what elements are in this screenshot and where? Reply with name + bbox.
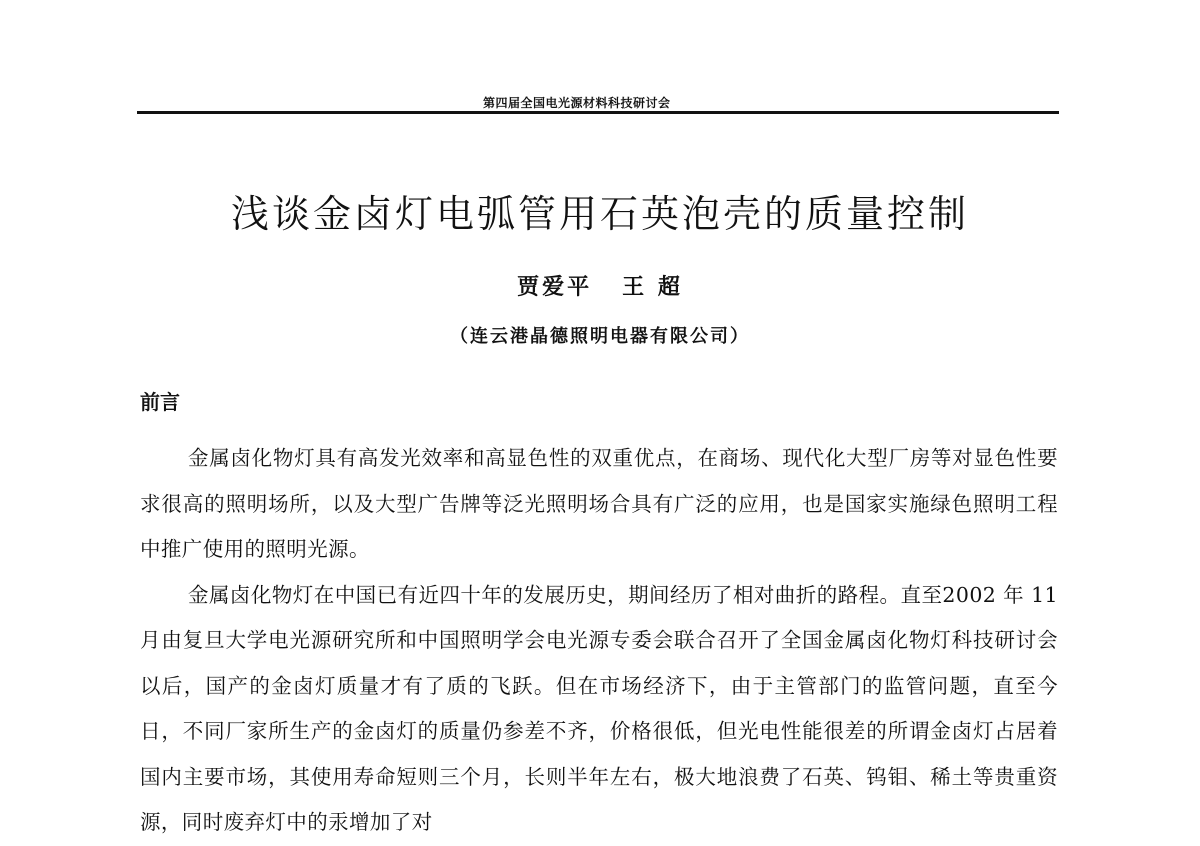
paper-title: 浅谈金卤灯电弧管用石英泡壳的质量控制 bbox=[230, 192, 969, 236]
header-rule bbox=[137, 111, 1059, 114]
section-heading: 前言 bbox=[140, 390, 180, 414]
body-paragraph: 金属卤化物灯在中国已有近四十年的发展历史，期间经历了相对曲折的路程。直至2002 年 11 月由复旦大学电光源研究所和中国照明学会电光源专委会联合召开了全国金属卤化物灯科技研讨会以后，国产的金卤灯质量才有了质的飞跃。但在市场经济下，由于主管部门的监管问题，直至今日，不同厂家所生产的金卤灯的质量仍参差不齐，价格很低，但光电性能很差的所谓金卤灯占居着国内主要市场，其使用寿命短则三个月，长则半年左右，极大地浪费了石英、钨钼、稀土等贵重资源，同时废弃灯中的汞增加了对 bbox=[140, 582, 1058, 834]
author-name: 贾爱平 bbox=[517, 274, 593, 300]
author-affiliation: （连云港晶德照明电器有限公司） bbox=[450, 326, 750, 347]
author-name: 王 超 bbox=[622, 274, 683, 300]
author-list bbox=[0, 270, 1200, 301]
running-header: 第四届全国电光源材料科技研讨会 bbox=[483, 96, 671, 110]
body-paragraph: 金属卤化物灯具有高发光效率和高显色性的双重优点，在商场、现代化大型厂房等对显色性要求很高的照明场所，以及大型广告牌等泛光照明场合具有广泛的应用，也是国家实施绿色照明工程中推广使用的照明光源。 bbox=[140, 446, 1058, 561]
section-body bbox=[140, 436, 1058, 846]
